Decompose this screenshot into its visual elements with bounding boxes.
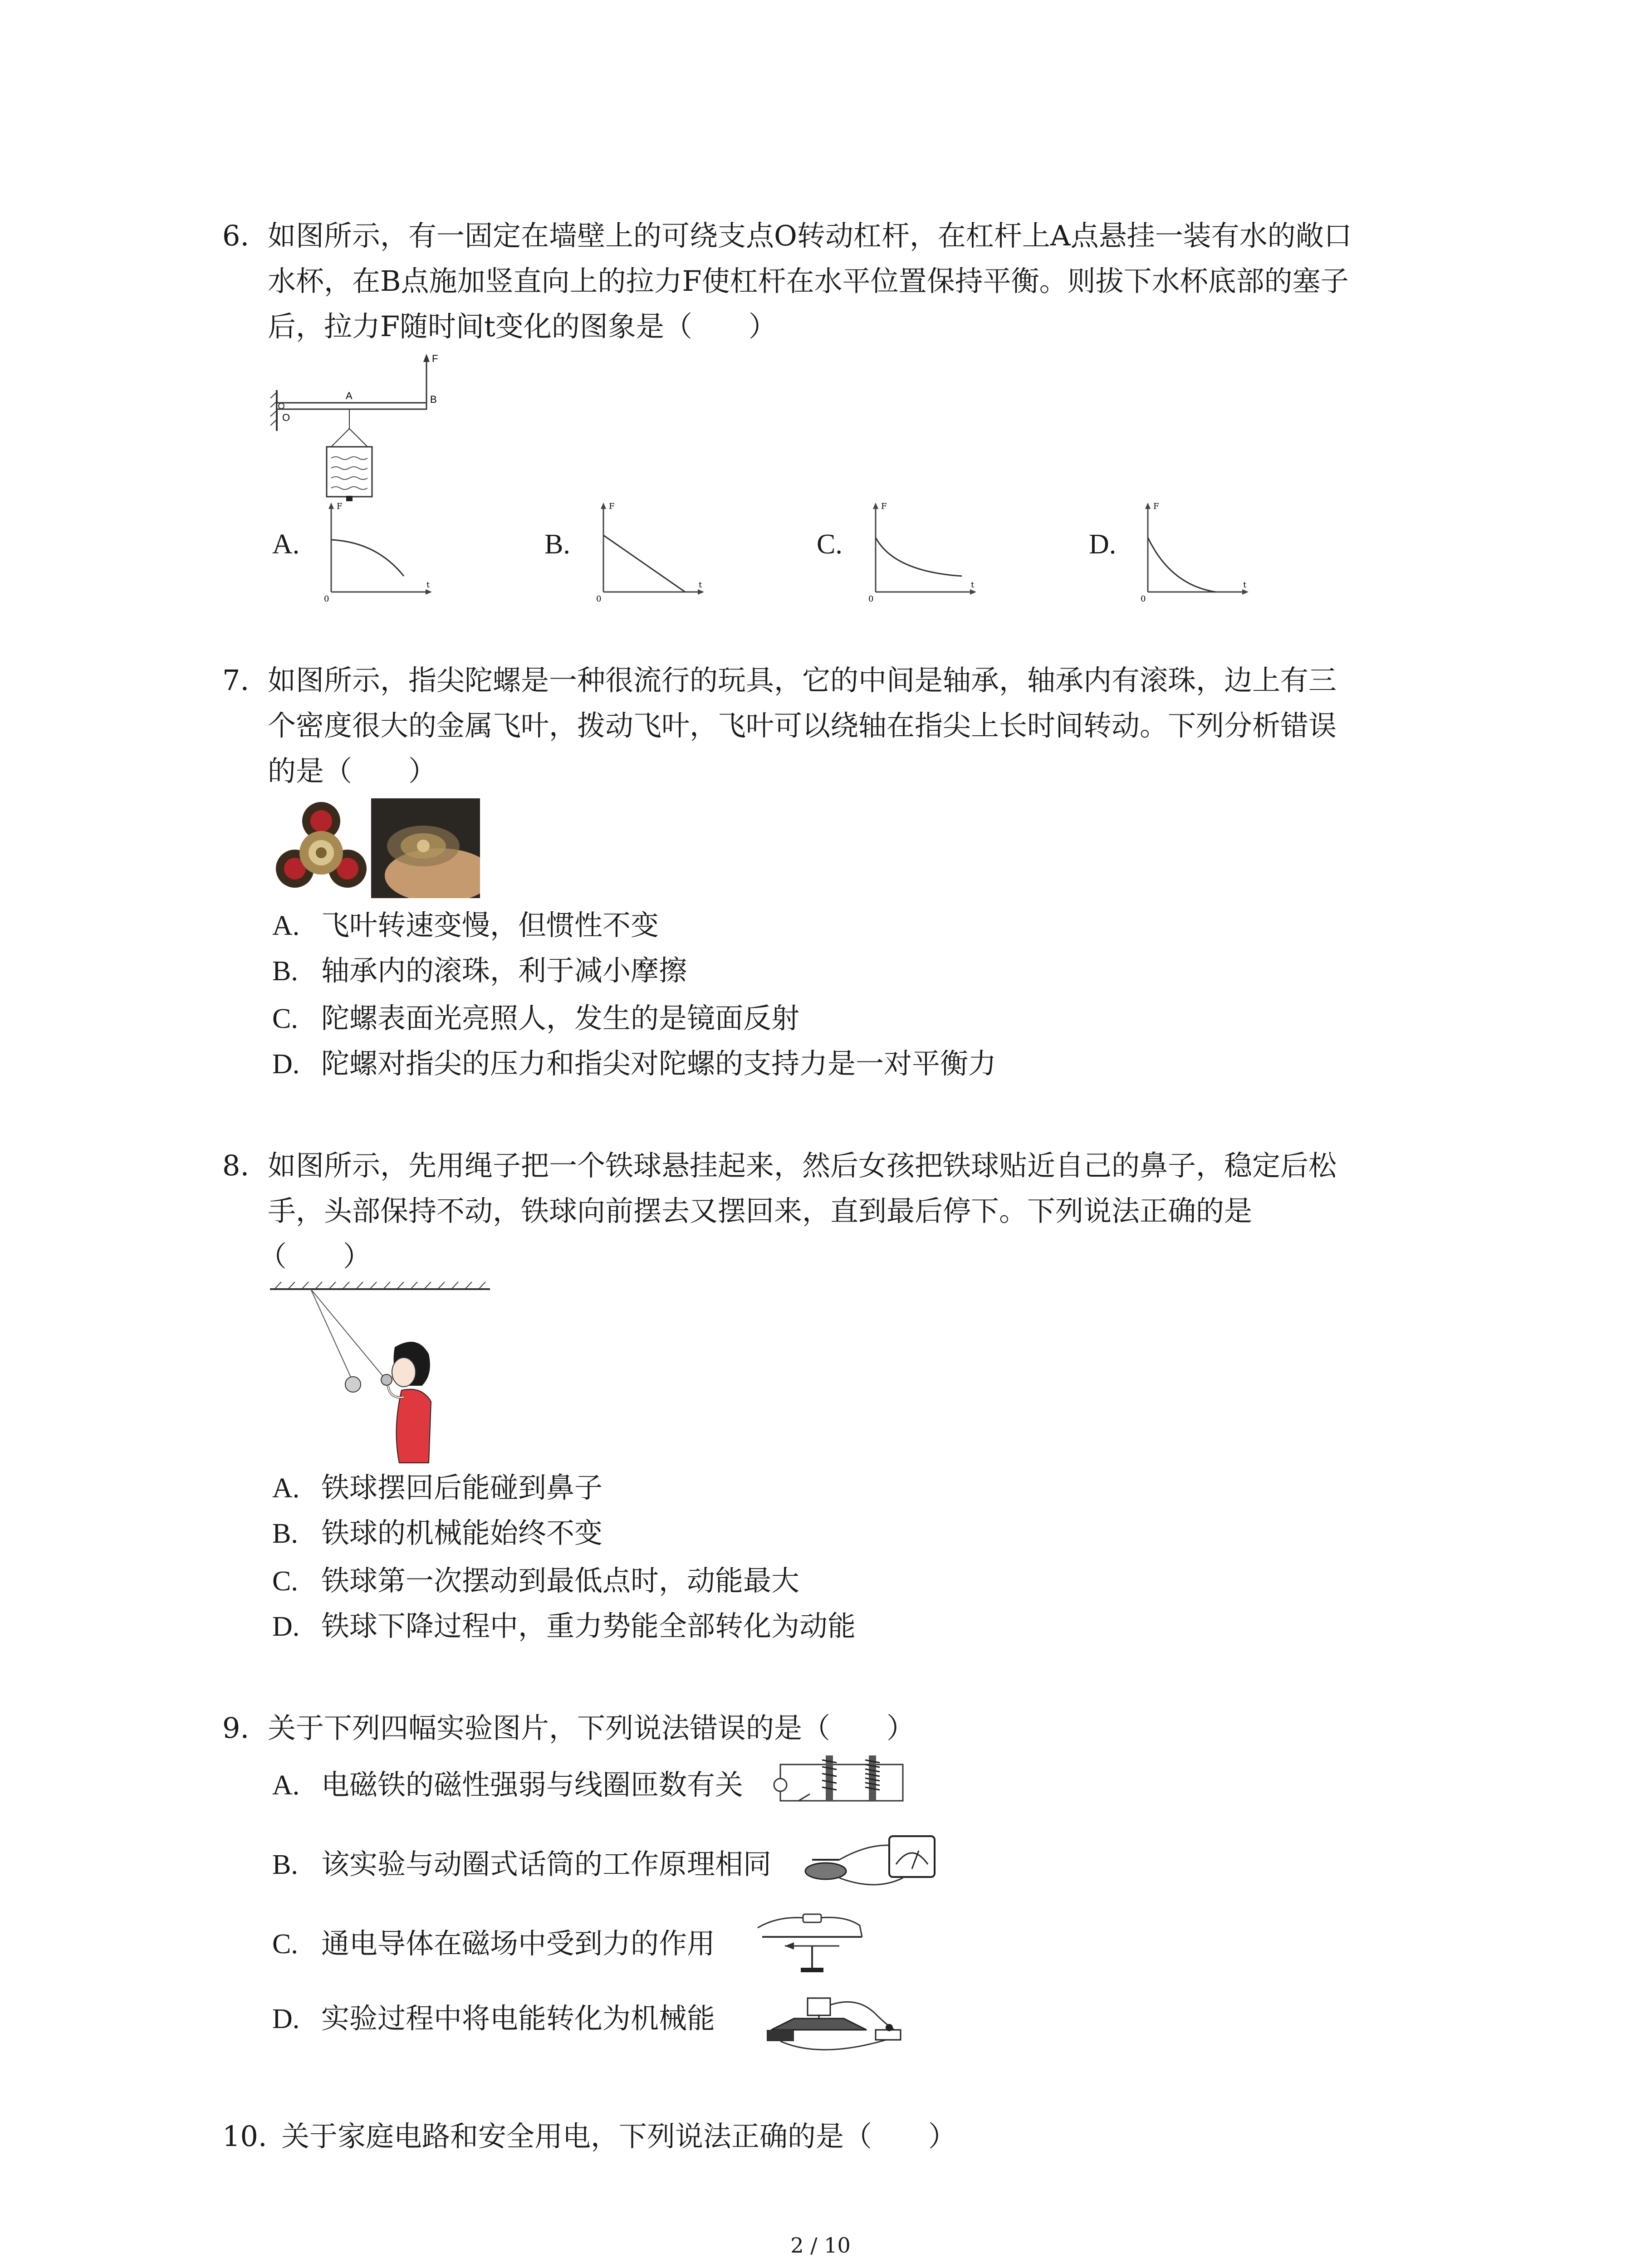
q9-option-a-label: A.	[272, 1770, 300, 1801]
q6-option-b-y-label: F	[609, 502, 615, 511]
q6-stem-line-1: 如图所示，有一固定在墙壁上的可绕支点O转动杠杆，在杠杆上A点悬挂一装有水的敞口	[268, 219, 1352, 252]
q6-option-b-graph	[590, 499, 712, 603]
q7-option-d-text: 陀螺对指尖的压力和指尖对陀螺的支持力是一对平衡力	[321, 1047, 997, 1080]
q6-option-d-origin: 0	[1141, 594, 1146, 603]
q9-option-c-label: C.	[272, 1929, 298, 1960]
page-number: 2 / 10	[790, 2233, 851, 2258]
q8-option-c-label: C.	[272, 1566, 298, 1597]
q8-option-b[interactable]	[272, 1515, 603, 1552]
q8-pendulum-figure	[268, 1279, 495, 1470]
q8-option-c-text: 铁球第一次摆动到最低点时，动能最大	[321, 1564, 800, 1597]
q8-option-c[interactable]	[272, 1563, 799, 1599]
q9-option-b-label: B.	[272, 1849, 298, 1880]
q7-option-d[interactable]	[272, 1046, 996, 1082]
q6-option-d-x-label: t	[1243, 580, 1247, 590]
q7-option-b-text: 轴承内的滚珠，利于减小摩擦	[321, 954, 687, 987]
q6-option-a-x-label: t	[426, 580, 430, 590]
q6-option-a-graph	[318, 499, 440, 603]
q7-option-a-label: A.	[272, 910, 300, 941]
q9-option-a-electromagnet-figure	[771, 1746, 916, 1814]
q9-option-b-induction-figure	[798, 1828, 944, 1896]
q6-option-b-label: B.	[544, 529, 570, 560]
q6-option-c-x-label: t	[971, 580, 975, 590]
q9-option-c-oersted-figure	[753, 1901, 871, 1978]
q6-option-d-graph	[1134, 499, 1257, 603]
q7-number: 7.	[222, 664, 250, 697]
q7-option-b[interactable]	[272, 953, 687, 989]
q6-option-d-y-label: F	[1153, 502, 1159, 511]
q8-option-b-label: B.	[272, 1518, 298, 1549]
q6-option-b-origin: 0	[596, 594, 602, 603]
q9-option-b[interactable]	[272, 1846, 771, 1883]
q7-option-b-label: B.	[272, 956, 298, 987]
q6-option-b-x-label: t	[699, 580, 702, 590]
q9-option-a[interactable]	[272, 1767, 743, 1804]
q6-label-a: A	[346, 390, 353, 401]
q10-stem: 关于家庭电路和安全用电，下列说法正确的是（ ）	[281, 2120, 957, 2153]
q7-stem-line-3: 的是（ ）	[268, 754, 437, 787]
q6-label-b: B	[430, 394, 437, 405]
q6-option-c-label: C.	[817, 529, 843, 560]
q8-option-a[interactable]	[272, 1470, 603, 1506]
q7-spinner-photo	[272, 798, 370, 898]
q8-option-b-text: 铁球的机械能始终不变	[321, 1516, 603, 1549]
q6-option-c-y-label: F	[881, 502, 887, 511]
q10-number: 10.	[222, 2120, 267, 2153]
q7-option-c-label: C.	[272, 1003, 298, 1034]
q8-option-d-text: 铁球下降过程中，重力势能全部转化为动能	[321, 1609, 856, 1642]
q7-stem-line-2: 个密度很大的金属飞叶，拨动飞叶，飞叶可以绕轴在指尖上长时间转动。下列分析错误	[268, 709, 1337, 742]
q9-option-b-text: 该实验与动圈式话筒的工作原理相同	[321, 1848, 772, 1881]
q9-option-d-generator-figure	[753, 1987, 907, 2055]
q6-lever-figure	[268, 349, 449, 503]
q6-label-o: O	[282, 412, 290, 423]
q8-stem-line-3: （ ）	[259, 1240, 372, 1273]
q7-spinning-photo	[371, 798, 480, 898]
q9-option-d[interactable]	[272, 2000, 715, 2037]
q9-stem: 关于下列四幅实验图片，下列说法错误的是（ ）	[268, 1711, 915, 1745]
q6-option-a-label: A.	[272, 529, 300, 560]
q6-option-d-label: D.	[1089, 529, 1117, 560]
q9-option-c-text: 通电导体在磁场中受到力的作用	[321, 1927, 715, 1960]
q9-option-d-label: D.	[272, 2004, 300, 2034]
q9-option-a-text: 电磁铁的磁性强弱与线圈匝数有关	[321, 1768, 744, 1801]
q6-option-a-y-label: F	[337, 502, 343, 511]
q9-option-d-text: 实验过程中将电能转化为机械能	[321, 2002, 715, 2035]
q8-option-d-label: D.	[272, 1611, 300, 1642]
q7-option-c[interactable]	[272, 1000, 799, 1037]
q6-stem-line-2: 水杯，在B点施加竖直向上的拉力F使杠杆在水平位置保持平衡。则拔下水杯底部的塞子	[268, 264, 1349, 298]
q8-stem-line-1: 如图所示，先用绳子把一个铁球悬挂起来，然后女孩把铁球贴近自己的鼻子，稳定后松	[268, 1149, 1337, 1182]
q9-number: 9.	[222, 1711, 250, 1745]
q7-option-c-text: 陀螺表面光亮照人，发生的是镜面反射	[321, 1002, 800, 1035]
q7-option-a[interactable]	[272, 907, 659, 944]
q6-label-force: F	[432, 353, 438, 364]
q8-number: 8.	[222, 1149, 250, 1182]
q7-stem-line-1: 如图所示，指尖陀螺是一种很流行的玩具，它的中间是轴承，轴承内有滚珠，边上有三	[268, 664, 1337, 697]
q6-option-c-origin: 0	[868, 594, 874, 603]
q6-stem-line-3: 后，拉力F随时间t变化的图象是（ ）	[268, 310, 777, 343]
q7-option-d-label: D.	[272, 1049, 300, 1080]
q8-option-a-text: 铁球摆回后能碰到鼻子	[321, 1471, 603, 1504]
q8-option-a-label: A.	[272, 1473, 300, 1504]
q6-option-c-graph	[862, 499, 985, 603]
q9-option-c[interactable]	[272, 1926, 715, 1962]
q8-stem-line-2: 手，头部保持不动，铁球向前摆去又摆回来，直到最后停下。下列说法正确的是	[268, 1194, 1253, 1227]
q6-option-a-origin: 0	[324, 594, 329, 603]
q7-option-a-text: 飞叶转速变慢，但惯性不变	[321, 909, 659, 942]
q6-number: 6.	[222, 219, 250, 252]
q8-option-d[interactable]	[272, 1608, 856, 1645]
